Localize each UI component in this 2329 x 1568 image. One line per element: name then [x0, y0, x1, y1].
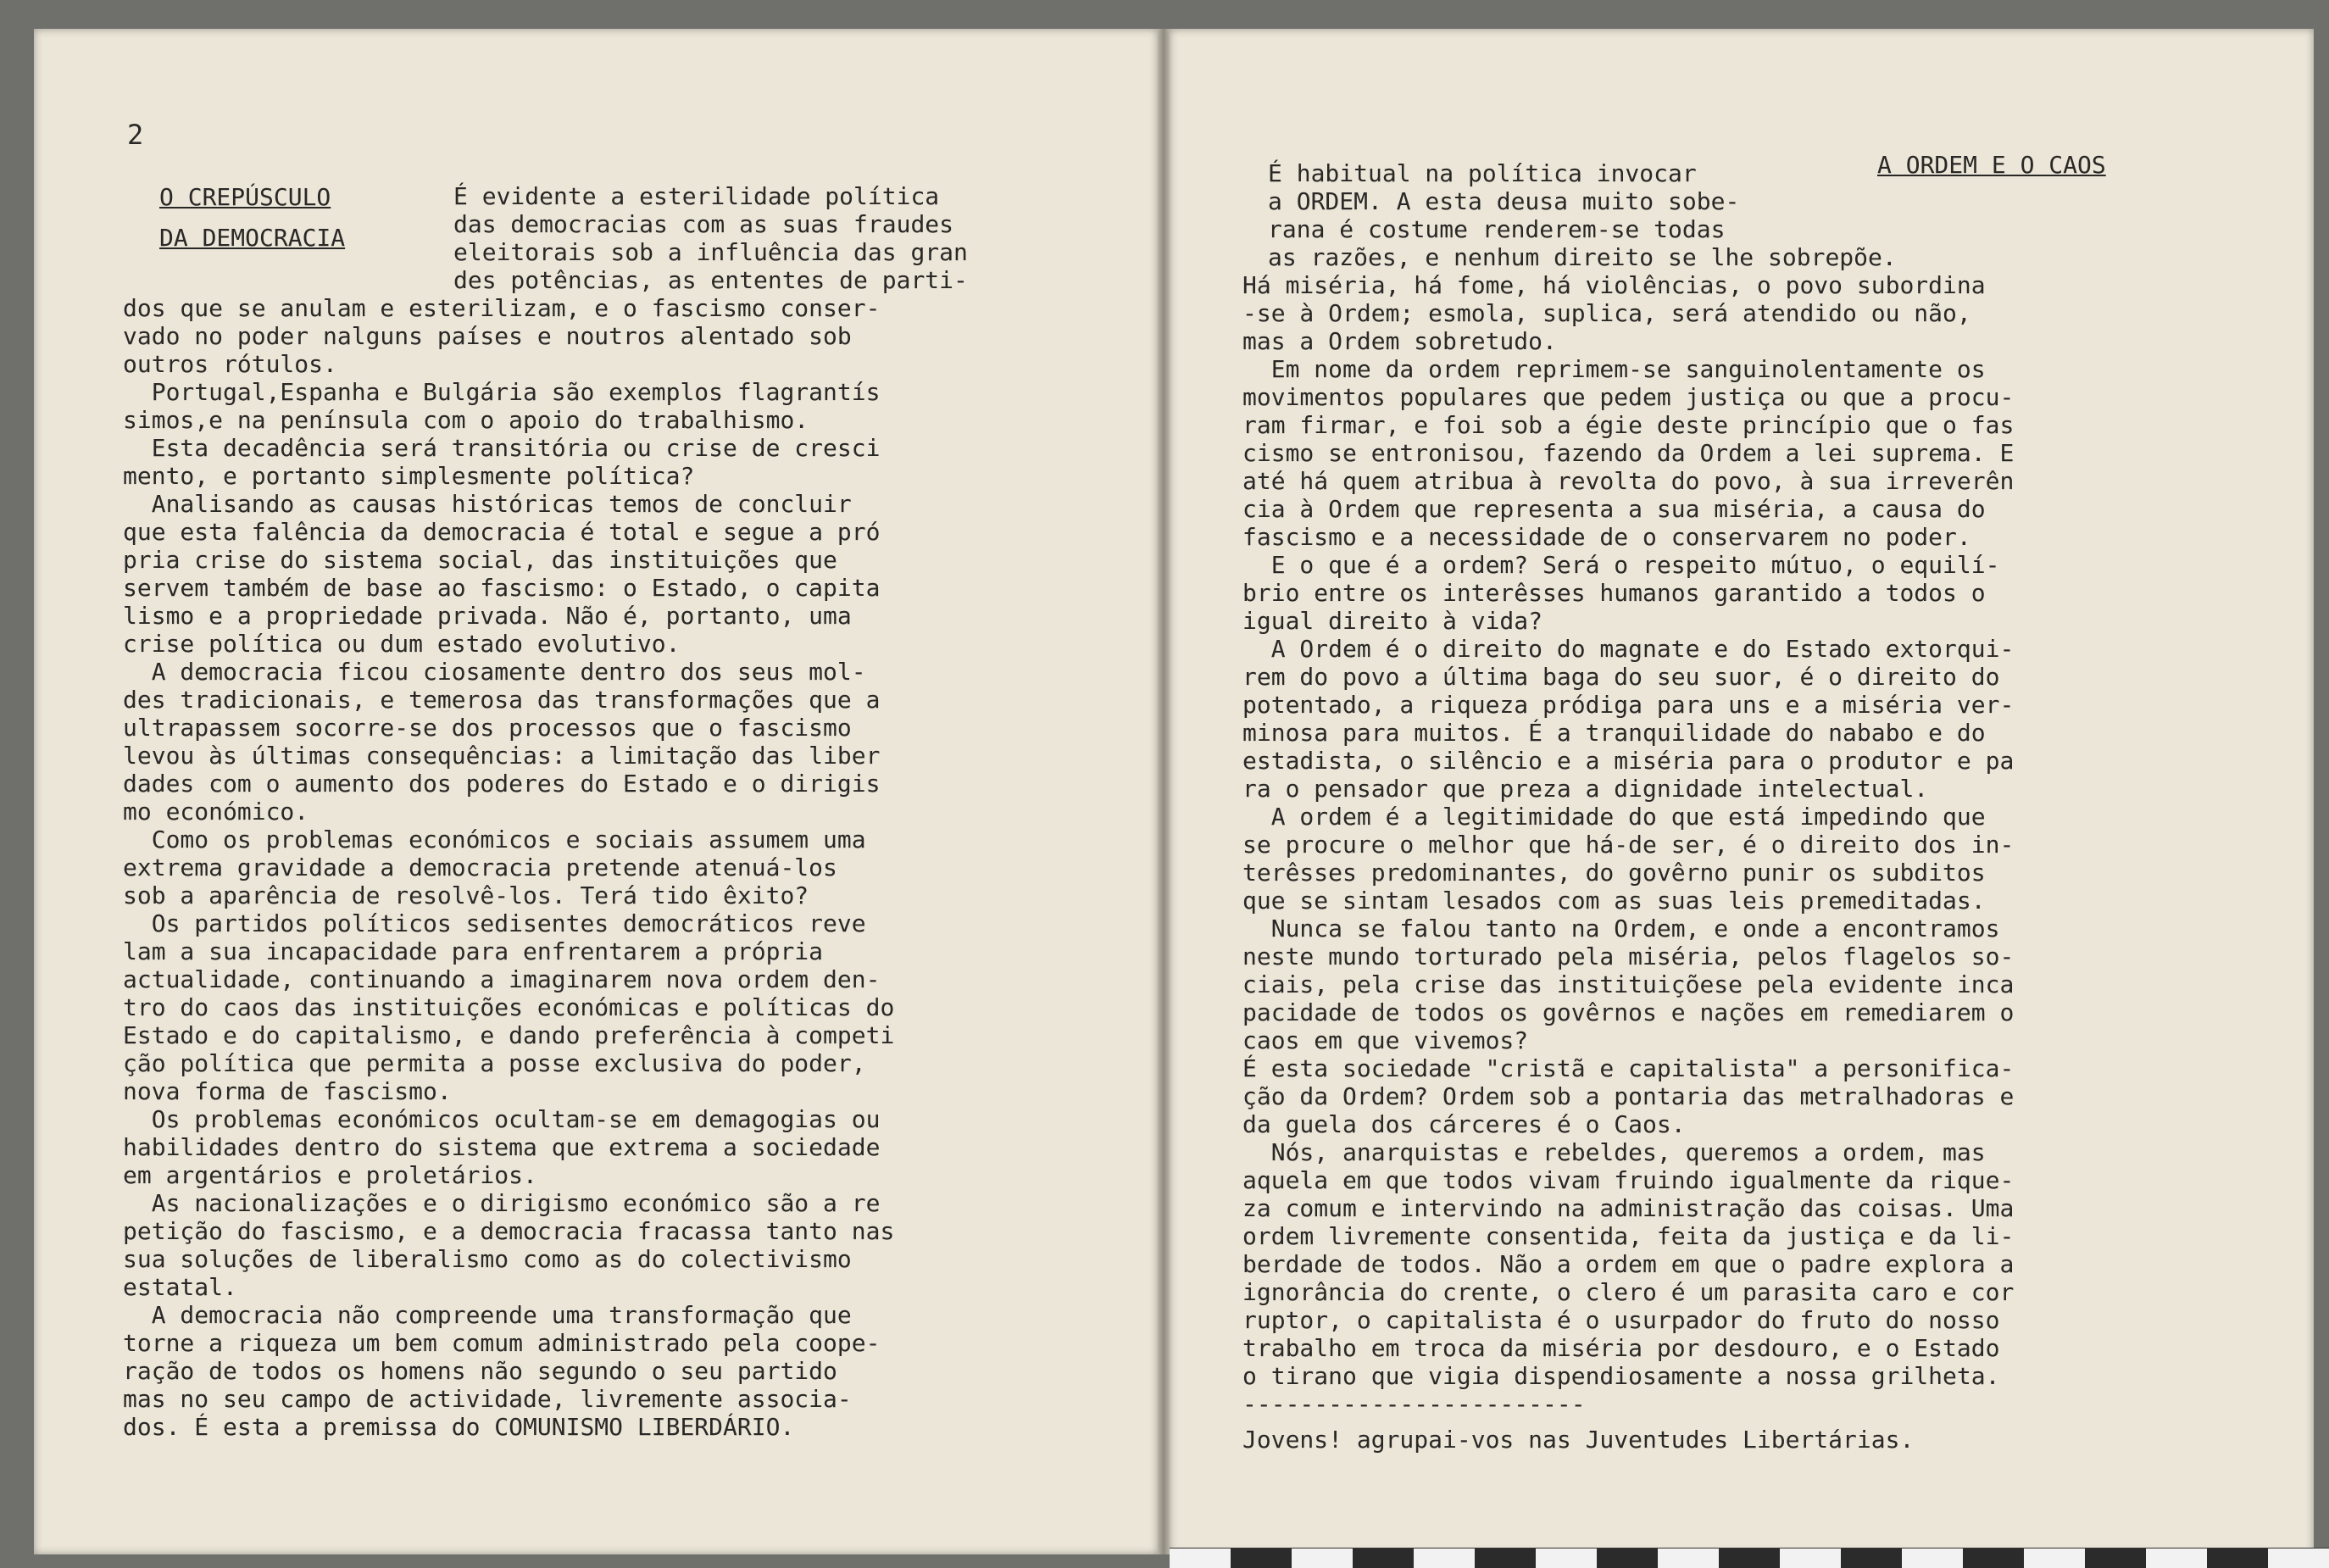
right-closing-line: Jovens! agrupai-vos nas Juventudes Libertárias. — [1242, 1426, 1915, 1454]
left-title-line1: O CREPÚSCULO — [159, 183, 331, 211]
right-title: A ORDEM E O CAOS — [1877, 151, 2106, 179]
right-body-text: Há miséria, há fome, há violências, o povo subordina -se à Ordem; esmola, suplica, será atendido ou não, mas a Ordem sobretudo. Em nome da ordem reprimem-se sanguinolentamente os movimentos populares que pedem justiça ou que a procu- ram firmar, e foi sob a égie deste princípio que o fas cismo se entronisou, fazendo da Ordem a lei suprema. E até há quem atribua à revolta do povo, à sua irreverên cia à Ordem que representa a sua miséria, a causa do fascismo e a necessidade de o conservarem no poder. E o que é a ordem? Será o respeito mútuo, o equilí- brio entre os interêsses humanos garantido a todos o igual direito à vida? A Ordem é o direito do magnate e do Estado extorqui- rem do povo a última baga do seu suor, é o direito do potentado, a riqueza pródiga para uns e a miséria ver- minosa para muitos. É a tranquilidade do nababo e do estadista, o silêncio e a miséria para o produtor e pa ra o pensador que preza a dignidade intelectual. A ordem é a legitimidade do que está impedindo que se procure o melhor que há-de ser, é o direito dos in- terêsses predominantes, do govêrno punir os subditos que se sintam lesados com as suas leis premeditadas. Nunca se falou tanto na Ordem, e onde a encontramos neste mundo torturado pela miséria, pelos flagelos so- ciais, pela crise das instituiçõese pela evidente inca pacidade de todos os govêrnos e nações em remediarem o caos em que vivemos? É esta sociedade "cristã e capitalista" a personifica- ção da Ordem? Ordem sob a pontaria das metralhadoras e da guela dos cárceres é o Caos. Nós, anarquistas e rebeldes, queremos a ordem, mas aquela em que todos vivam fruindo igualmente da rique- za comum e intervindo na administração das coisas. Uma ordem livremente consentida, feita da justiça e da li- berdade de todos. Não a ordem em que o padre explora a ignorância do crente, o clero é um parasita caro e cor ruptor, o capitalista é o usurpador do fruto do nosso trabalho em troca da miséria por desdouro, e o Estado o tirano que vigia dispendiosamente a nossa grilheta. — [1242, 271, 2015, 1390]
left-body-text: dos que se anulam e esterilizam, e o fascismo conser- vado no poder nalguns países e noutros alentado sob outros rótulos. Portugal,Espanha e Bulgária são exemplos flagrantís simos,e na península com o apoio do trabalhismo. Esta decadência será transitória ou crise de cresci mento, e portanto simplesmente política? Analisando as causas históricas temos de concluir que esta falência da democracia é total e segue a pró pria crise do sistema social, das instituições que servem também de base ao fascismo: o Estado, o capita lismo e a propriedade privada. Não é, portanto, uma crise política ou dum estado evolutivo. A democracia ficou ciosamente dentro dos seus mol- des tradicionais, e temerosa das transformações que a ultrapassem socorre-se dos processos que o fascismo levou às últimas consequências: a limitação das liber dades com o aumento dos poderes do Estado e o dirigis mo económico. Como os problemas económicos e sociais assumem uma extrema gravidade a democracia pretende atenuá-los sob a aparência de resolvê-los. Terá tido êxito? Os partidos políticos sedisentes democráticos reve lam a sua incapacidade para enfrentarem a própria actualidade, continuando a imaginarem nova ordem den- tro do caos das instituições económicas e políticas do Estado e do capitalismo, e dando preferência à competi ção política que permita a posse exclusiva do poder, nova forma de fascismo. Os problemas económicos ocultam-se em demagogias ou habilidades dentro do sistema que extrema a sociedade em argentários e proletários. As nacionalizações e o dirigismo económico são a re petição do fascismo, e a democracia fracassa tanto nas sua soluções de liberalismo como as do colectivismo estatal. A democracia não compreende uma transformação que torne a riqueza um bem comum administrado pela coope- ração de todos os homens não segundo o seu partido mas no seu campo de actividade, livremente associa- dos. É esta a premissa do COMUNISMO LIBERDÁRIO. — [123, 294, 895, 1441]
scale-ruler — [1170, 1548, 2329, 1568]
right-rule: ------------------------ — [1242, 1390, 1586, 1418]
book-gutter — [1158, 29, 1170, 1554]
page-number: 2 — [127, 119, 144, 151]
left-title-line2: DA DEMOCRACIA — [159, 224, 346, 252]
left-intro-text: É evidente a esterilidade política das democracias com as suas fraudes eleitorais sob a influência das gran des potências, as ententes de parti- — [453, 182, 968, 294]
right-intro-text: É habitual na política invocar a ORDEM. A esta deusa muito sobe- rana é costume renderem-se todas as razões, e nenhum direito se lhe sobrepõe. — [1268, 159, 1897, 271]
